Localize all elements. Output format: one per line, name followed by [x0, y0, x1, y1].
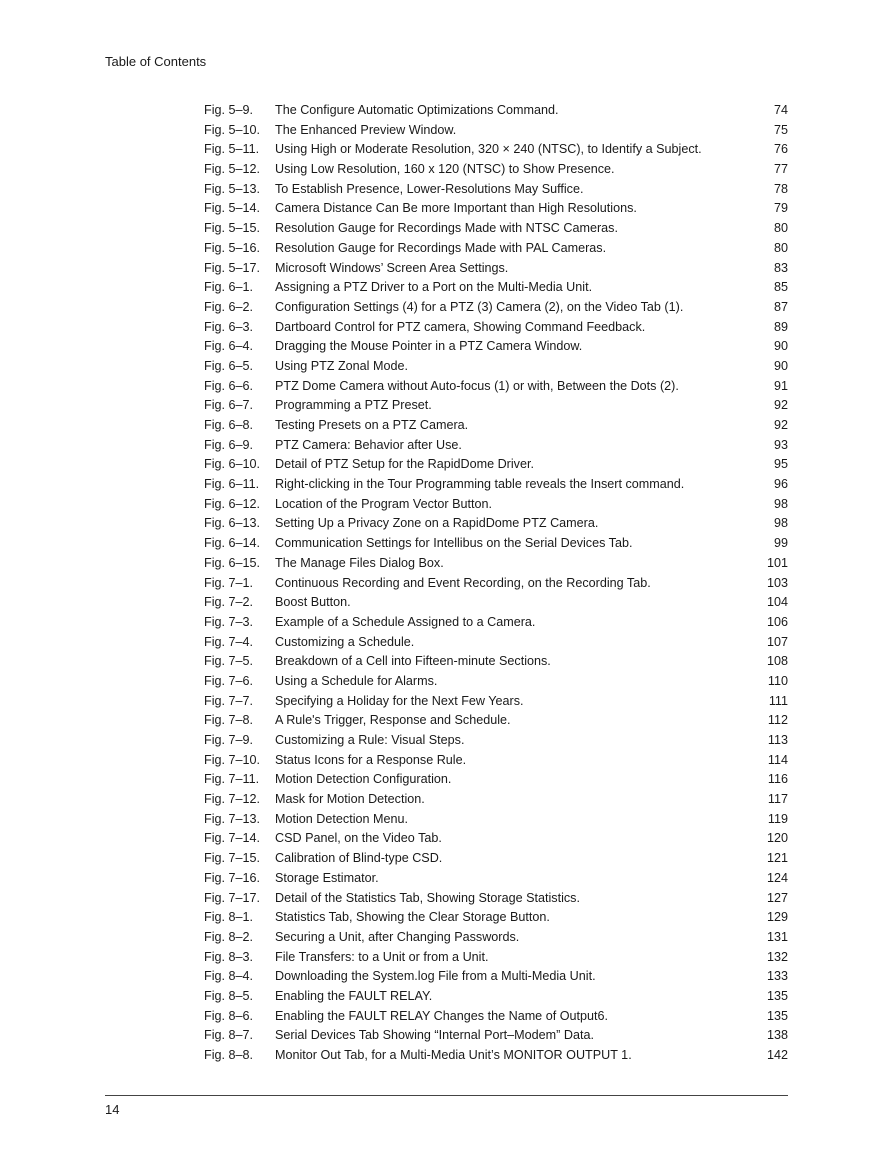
figure-title: Using Low Resolution, 160 x 120 (NTSC) to Show Presence.: [275, 162, 615, 177]
toc-entry: [204, 1026, 788, 1046]
figure-title: Specifying a Holiday for the Next Few Years.: [275, 693, 524, 708]
figure-page-number: 77: [773, 162, 788, 177]
toc-entry: [204, 514, 788, 534]
figure-title: To Establish Presence, Lower-Resolutions May Suffice.: [275, 181, 584, 196]
figure-page-number: 104: [766, 595, 788, 610]
figure-number: Fig. 6–7.: [204, 398, 254, 413]
figure-page-number: 127: [766, 890, 788, 905]
figure-number: Fig. 6–2.: [204, 299, 254, 314]
figure-title: Storage Estimator.: [275, 870, 379, 885]
figure-page-number: 132: [766, 949, 788, 964]
figure-title: Resolution Gauge for Recordings Made with NTSC Cameras.: [275, 221, 618, 236]
toc-entry: [204, 534, 788, 554]
figure-page-number: 87: [773, 299, 788, 314]
figure-title: Dartboard Control for PTZ camera, Showing Command Feedback.: [275, 319, 646, 334]
figure-page-number: 129: [766, 910, 788, 925]
toc-entry: [204, 613, 788, 633]
figure-number: Fig. 8–8.: [204, 1048, 254, 1062]
figure-title: Resolution Gauge for Recordings Made with PAL Cameras.: [275, 240, 607, 255]
figure-number: Fig. 7–8.: [204, 713, 254, 728]
figure-page-number: 75: [773, 122, 788, 137]
toc-entry: [204, 652, 788, 672]
figure-list: [204, 101, 788, 1066]
figure-number: Fig. 7–14.: [204, 831, 261, 846]
toc-entry: [204, 121, 788, 141]
figure-page-number: 124: [766, 870, 788, 885]
figure-number: Fig. 6–9.: [204, 437, 254, 452]
figure-page-number: 119: [767, 811, 788, 826]
figure-number: Fig. 8–3.: [204, 949, 254, 964]
figure-number: Fig. 8–6.: [204, 1008, 254, 1023]
figure-title: A Rule's Trigger, Response and Schedule.: [275, 713, 511, 728]
figure-title: Microsoft Windows’ Screen Area Settings.: [275, 260, 509, 275]
figure-title: Enabling the FAULT RELAY Changes the Name of Output6.: [275, 1008, 609, 1023]
toc-entry: [204, 436, 788, 456]
toc-entry: [204, 692, 788, 712]
toc-entry: [204, 829, 788, 849]
figure-page-number: 89: [773, 319, 788, 334]
figure-number: Fig. 8–2.: [204, 929, 254, 944]
figure-page-number: 90: [773, 339, 788, 354]
figure-number: Fig. 7–9.: [204, 733, 254, 747]
figure-title: Mask for Motion Detection.: [275, 792, 425, 807]
figure-number: Fig. 6–15.: [204, 555, 261, 570]
figure-number: Fig. 8–1.: [204, 910, 254, 925]
toc-entry: [204, 593, 788, 613]
toc-entry: [204, 318, 788, 338]
toc-entry: [204, 790, 788, 810]
figure-number: Fig. 6–1.: [204, 280, 254, 295]
toc-entry: [204, 298, 788, 318]
toc-entry: [204, 928, 788, 948]
toc-entry: [204, 160, 788, 180]
figure-page-number: 133: [766, 969, 788, 984]
toc-entry: [204, 357, 788, 377]
figure-title: Location of the Program Vector Button.: [275, 496, 493, 511]
figure-title: Assigning a PTZ Driver to a Port on the Multi-Media Unit.: [275, 280, 593, 295]
figure-page-number: 80: [773, 221, 788, 236]
figure-page-number: 103: [766, 575, 788, 590]
toc-entry: [204, 1046, 788, 1066]
figure-number: Fig. 6–8.: [204, 418, 254, 432]
figure-page-number: 114: [767, 752, 788, 767]
figure-title: Customizing a Rule: Visual Steps.: [275, 733, 465, 747]
figure-number: Fig. 7–15.: [204, 851, 261, 866]
figure-number: Fig. 6–10.: [204, 457, 261, 472]
figure-title: Motion Detection Menu.: [275, 811, 409, 826]
toc-entry: [204, 199, 788, 219]
figure-title: Setting Up a Privacy Zone on a RapidDome PTZ Camera.: [275, 516, 599, 531]
figure-number: Fig. 5–14.: [204, 201, 261, 216]
figure-number: Fig. 6–5.: [204, 358, 254, 373]
figure-title: PTZ Camera: Behavior after Use.: [275, 437, 462, 452]
toc-entry: [204, 967, 788, 987]
figure-page-number: 92: [773, 398, 788, 413]
figure-title: Right-clicking in the Tour Programming table reveals the Insert command.: [275, 477, 685, 492]
toc-entry: [204, 140, 788, 160]
toc-entry: [204, 377, 788, 397]
figure-title: Downloading the System.log File from a Multi-Media Unit.: [275, 969, 596, 984]
toc-entry: [204, 554, 788, 574]
figure-page-number: 117: [767, 792, 788, 807]
figure-title: Securing a Unit, after Changing Passwords.: [275, 929, 520, 944]
figure-page-number: 116: [767, 772, 788, 787]
toc-entry: [204, 1007, 788, 1027]
figure-number: Fig. 6–3.: [204, 319, 254, 334]
page-number: 14: [105, 1102, 120, 1117]
figure-title: Dragging the Mouse Pointer in a PTZ Camera Window.: [275, 339, 583, 354]
figure-title: Camera Distance Can Be more Important than High Resolutions.: [275, 201, 637, 216]
toc-entry: [204, 810, 788, 830]
figure-title: Breakdown of a Cell into Fifteen-minute Sections.: [275, 654, 551, 669]
toc-entry: [204, 180, 788, 200]
toc-entry: [204, 711, 788, 731]
figure-title: Status Icons for a Response Rule.: [275, 752, 467, 767]
figure-title: Boost Button.: [275, 595, 351, 610]
figure-number: Fig. 7–11.: [204, 772, 260, 787]
figure-page-number: 135: [766, 1008, 788, 1023]
figure-title: The Configure Automatic Optimizations Command.: [275, 103, 559, 117]
figure-number: Fig. 5–12.: [204, 162, 261, 177]
figure-page-number: 112: [767, 713, 788, 728]
figure-number: Fig. 5–10.: [204, 122, 261, 137]
figure-number: Fig. 5–13.: [204, 181, 261, 196]
toc-entry: [204, 869, 788, 889]
toc-entry: [204, 987, 788, 1007]
toc-entry: [204, 219, 788, 239]
figure-title: Configuration Settings (4) for a PTZ (3) Camera (2), on the Video Tab (1).: [275, 299, 684, 314]
toc-entry: [204, 574, 788, 594]
figure-number: Fig. 7–5.: [204, 654, 254, 669]
figure-number: Fig. 7–1.: [204, 575, 254, 590]
figure-page-number: 91: [773, 378, 788, 393]
figure-page-number: 96: [773, 477, 788, 492]
figure-number: Fig. 5–9.: [204, 103, 254, 117]
figure-title: Testing Presets on a PTZ Camera.: [275, 418, 469, 432]
figure-title: Motion Detection Configuration.: [275, 772, 452, 787]
figure-number: Fig. 7–13.: [204, 811, 261, 826]
figure-number: Fig. 7–2.: [204, 595, 254, 610]
figure-title: Monitor Out Tab, for a Multi-Media Unit’s MONITOR OUTPUT 1.: [275, 1048, 632, 1062]
toc-entry: [204, 908, 788, 928]
figure-title: File Transfers: to a Unit or from a Unit.: [275, 949, 489, 964]
figure-number: Fig. 8–4.: [204, 969, 254, 984]
toc-entry: [204, 770, 788, 790]
figure-page-number: 99: [773, 536, 788, 551]
figure-number: Fig. 5–16.: [204, 240, 261, 255]
figure-number: Fig. 6–6.: [204, 378, 254, 393]
figure-page-number: 98: [773, 516, 788, 531]
toc-entry: [204, 101, 788, 121]
figure-title: Continuous Recording and Event Recording, on the Recording Tab.: [275, 575, 651, 590]
figure-title: Statistics Tab, Showing the Clear Storage Button.: [275, 910, 550, 925]
figure-number: Fig. 6–4.: [204, 339, 254, 354]
figure-title: Customizing a Schedule.: [275, 634, 415, 649]
figure-title: CSD Panel, on the Video Tab.: [275, 831, 442, 846]
figure-title: Communication Settings for Intellibus on the Serial Devices Tab.: [275, 536, 633, 551]
figure-number: Fig. 5–15.: [204, 221, 261, 236]
figure-page-number: 92: [773, 418, 788, 432]
figure-number: Fig. 7–7.: [204, 693, 254, 708]
figure-page-number: 76: [773, 142, 788, 157]
figure-page-number: 131: [766, 929, 788, 944]
figure-title: Example of a Schedule Assigned to a Camera.: [275, 614, 536, 629]
figure-page-number: 108: [766, 654, 788, 669]
toc-entry: [204, 889, 788, 909]
toc-entry: [204, 731, 788, 751]
figure-number: Fig. 6–13.: [204, 516, 261, 531]
figure-number: Fig. 7–4.: [204, 634, 254, 649]
figure-number: Fig. 7–6.: [204, 673, 254, 688]
figure-number: Fig. 7–3.: [204, 614, 254, 629]
figure-page-number: 106: [766, 614, 788, 629]
figure-page-number: 95: [773, 457, 788, 472]
figure-number: Fig. 7–10.: [204, 752, 261, 767]
toc-entry: [204, 948, 788, 968]
toc-entry: [204, 495, 788, 515]
figure-number: Fig. 8–5.: [204, 988, 254, 1003]
figure-page-number: 90: [773, 358, 788, 373]
figure-title: PTZ Dome Camera without Auto-focus (1) or with, Between the Dots (2).: [275, 378, 679, 393]
figure-number: Fig. 8–7.: [204, 1028, 254, 1043]
figure-page-number: 93: [773, 437, 788, 452]
figure-page-number: 138: [766, 1028, 788, 1043]
figure-title: The Enhanced Preview Window.: [275, 122, 457, 137]
figure-page-number: 74: [773, 103, 788, 117]
figure-number: Fig. 7–16.: [204, 870, 261, 885]
toc-entry: [204, 849, 788, 869]
footer-divider: [105, 1095, 788, 1096]
figure-page-number: 98: [773, 496, 788, 511]
figure-page-number: 78: [773, 181, 788, 196]
toc-entry: [204, 751, 788, 771]
figure-number: Fig. 6–11.: [204, 477, 260, 492]
figure-page-number: 107: [766, 634, 788, 649]
figure-number: Fig. 7–17.: [204, 890, 261, 905]
figure-page-number: 79: [773, 201, 788, 216]
toc-entry: [204, 633, 788, 653]
toc-entry: [204, 239, 788, 259]
figure-title: Using PTZ Zonal Mode.: [275, 358, 408, 373]
toc-entry: [204, 278, 788, 298]
figure-title: The Manage Files Dialog Box.: [275, 555, 444, 570]
figure-page-number: 110: [767, 673, 788, 688]
figure-title: Serial Devices Tab Showing “Internal Port–Modem” Data.: [275, 1028, 594, 1043]
figure-page-number: 135: [766, 988, 788, 1003]
toc-entry: [204, 416, 788, 436]
figure-title: Programming a PTZ Preset.: [275, 398, 432, 413]
figure-number: Fig. 5–11.: [204, 142, 260, 157]
figure-number: Fig. 6–12.: [204, 496, 261, 511]
figure-page-number: 80: [773, 240, 788, 255]
figure-page-number: 113: [767, 733, 788, 747]
figure-number: Fig. 7–12.: [204, 792, 261, 807]
toc-entry: [204, 259, 788, 279]
figure-page-number: 121: [766, 851, 788, 866]
figure-number: Fig. 5–17.: [204, 260, 261, 275]
toc-entry: [204, 455, 788, 475]
figure-page-number: 120: [766, 831, 788, 846]
toc-entry: [204, 337, 788, 357]
figure-title: Using a Schedule for Alarms.: [275, 673, 438, 688]
toc-entry: [204, 396, 788, 416]
figure-page-number: 111: [768, 693, 788, 708]
figure-number: Fig. 6–14.: [204, 536, 261, 551]
figure-page-number: 85: [773, 280, 788, 295]
toc-entry: [204, 475, 788, 495]
toc-entry: [204, 672, 788, 692]
figure-title: Using High or Moderate Resolution, 320 × 240 (NTSC), to Identify a Subject.: [275, 142, 702, 157]
figure-title: Enabling the FAULT RELAY.: [275, 988, 433, 1003]
figure-page-number: 101: [766, 555, 788, 570]
figure-title: Calibration of Blind-type CSD.: [275, 851, 443, 866]
figure-page-number: 142: [766, 1048, 788, 1062]
figure-title: Detail of the Statistics Tab, Showing Storage Statistics.: [275, 890, 580, 905]
figure-title: Detail of PTZ Setup for the RapidDome Driver.: [275, 457, 534, 472]
running-header: Table of Contents: [105, 54, 207, 69]
figure-page-number: 83: [773, 260, 788, 275]
